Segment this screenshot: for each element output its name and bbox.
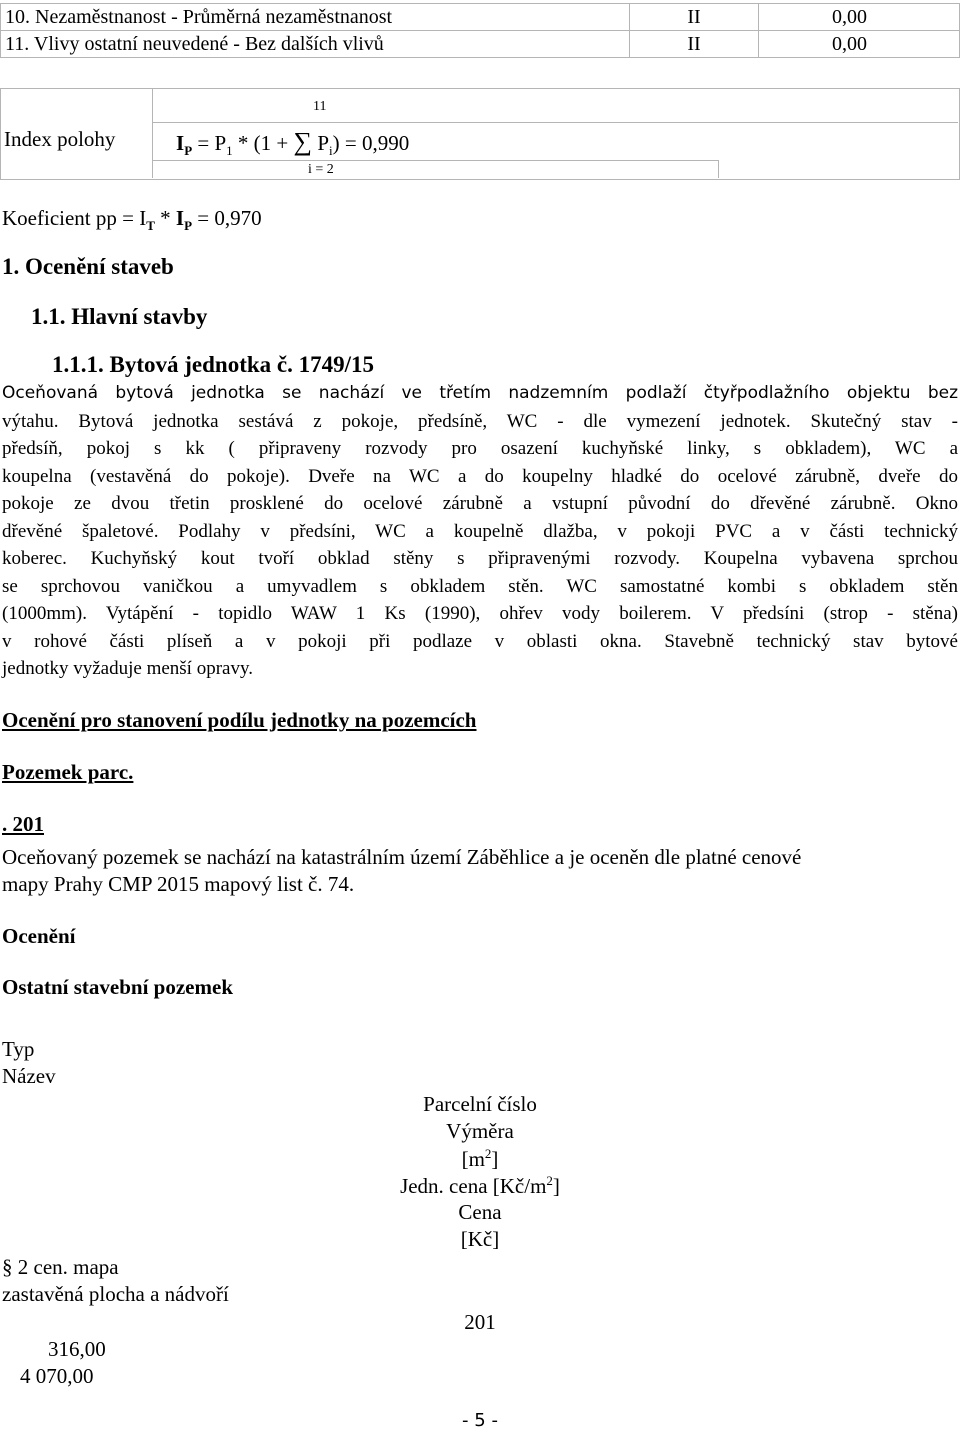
factor-value: 0,00: [759, 31, 960, 58]
divider: [152, 160, 718, 161]
heading-1: 1. Ocenění staveb: [2, 254, 174, 279]
unit-description: Oceňovaná bytová jednotka se nachází ve třetím nadzemním podlaží čtyřpodlažního objektu bez výtahu. Bytová jednotka sestává z pokoje, předsíně, WC - dle vymezení jednotek. Skutečný stav - předsíň, pokoj s kk ( připraveny rozvody pro osazení kuchyňské linky, s obkladem), WC a koupelna (vestavěná do pokoje). Dveře na WC a do koupelny hladké do ocelové zárubně, dveře do pokoje ze dvou třetin prosklené do ocelové zárubně a vstupní původní do dřevěné zárubně. Okno dřevěné špaletové. Podlahy v předsíni, WC a koupelně dlažba, v pokoji PVC a v části technický koberec. Kuchyňský kout tvoří obklad stěny s připravenými rozvody. Koupelna vybavena sprchou se sprchovou vaničkou a umyvadlem s obkladem stěn. WC samostatné kombi s obkladem stěn (1000mm). Vytápění - topidlo WAW 1 Ks (1990), ohřev vody boilerem. V předsíni (strop - stěna) v rohové části plíseň a v pokoji při podlaze v oblasti okna. Stavebně technický stav bytové jednotky vyžaduje menší opravy.: [2, 383, 958, 679]
factor-value: 0,00: [759, 4, 960, 31]
vymera-label: Výměra: [446, 1119, 514, 1143]
heading-2: 1.1. Hlavní stavby: [31, 304, 208, 329]
koeficient-result: 0,970: [214, 206, 262, 230]
row-vymera: 316,00: [48, 1337, 106, 1361]
koeficient-line: Koeficient pp = $I_T * I_P = 0,970$: [2, 206, 262, 234]
divider: [718, 160, 719, 178]
land-section-title: Ocenění pro stanovení podílu jednotky na pozemcích: [2, 708, 477, 732]
land-text-line: Oceňovaný pozemek se nachází na katastrálním území Záběhlice a je oceněn dle platné cenové: [2, 845, 802, 869]
factor-table: [0, 3, 960, 58]
nazev-label: Název: [2, 1064, 56, 1088]
index-formula: $I_P = P_1 * (1$ + ∑ $P_i) = 0,990$: [176, 127, 410, 159]
parcel-number: . 201: [2, 812, 44, 836]
cena-label: Cena: [458, 1200, 502, 1224]
parcel-label: Parcelní číslo: [423, 1092, 537, 1116]
land-text-line: mapy Prahy CMP 2015 mapový list č. 74.: [2, 872, 355, 896]
row-parcel: 201: [464, 1310, 496, 1334]
heading-3: 1.1.1. Bytová jednotka č. 1749/15: [52, 352, 374, 377]
index-result: 0,990: [361, 131, 410, 155]
table-row: [1, 4, 960, 31]
divider: [152, 122, 958, 123]
index-polohy-box: [0, 88, 960, 180]
row-nazev: zastavěná plocha a nádvoří: [2, 1282, 229, 1306]
unit-m2-label: $[m^2]$: [461, 1146, 499, 1171]
index-polohy-label: Index polohy: [4, 127, 116, 151]
factor-label: 10. Nezaměstnanost - Průměrná nezaměstnanost: [1, 4, 630, 31]
factor-label: 11. Vlivy ostatní neuvedené - Bez dalších vlivů: [1, 31, 630, 58]
sum-lower-limit: i = 2: [308, 162, 334, 177]
row-typ: § 2 cen. mapa: [2, 1255, 119, 1279]
sum-upper-limit: 11: [313, 99, 327, 114]
parcel-title: Pozemek parc.: [2, 760, 134, 784]
page-number: - 5 -: [462, 1410, 498, 1431]
land-subtitle: Ostatní stavební pozemek: [2, 975, 233, 999]
divider: [152, 88, 153, 178]
table-row: [1, 31, 960, 58]
typ-label: Typ: [2, 1037, 35, 1061]
oceneni-heading: Ocenění: [2, 924, 76, 948]
row-cena: 4 070,00: [20, 1364, 94, 1388]
factor-level: II: [630, 4, 759, 31]
jedn-cena-label: Jedn. cena $[Kč/m^2]$: [400, 1173, 560, 1198]
factor-level: II: [630, 31, 759, 58]
kc-label: [Kč]: [460, 1227, 500, 1251]
